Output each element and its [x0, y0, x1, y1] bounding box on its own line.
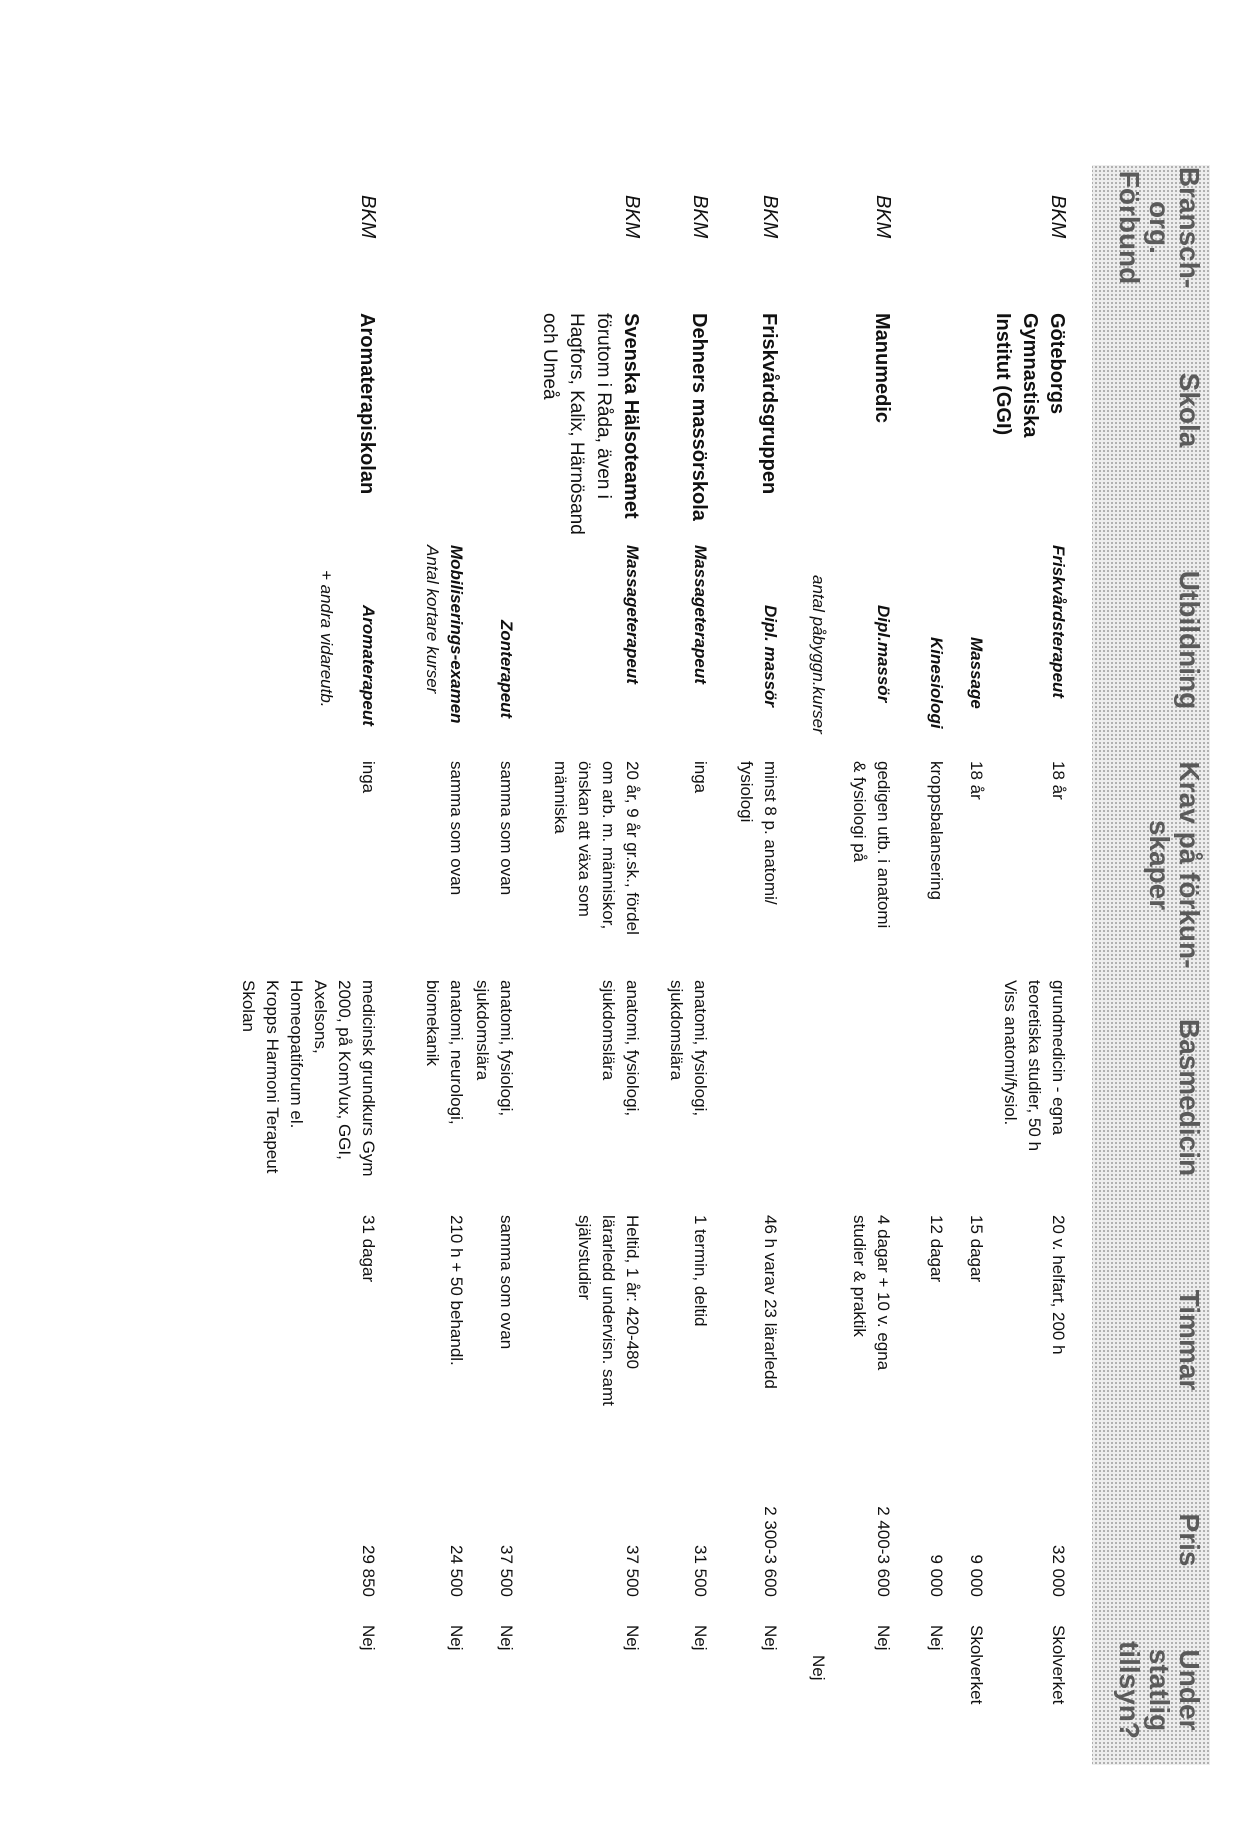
- education-cell: Kinesiologi: [927, 637, 946, 729]
- school-line: Göteborgs Gymnastiska: [1019, 313, 1068, 438]
- education-cell: Dipl. massör: [761, 605, 780, 708]
- hours-cell: 31 dagar: [359, 1215, 378, 1283]
- supervision-cell: Skolverket: [1049, 1625, 1068, 1705]
- basic-medicine-cell: [664, 980, 712, 1210]
- medicine-line: 2000, på KomVux, GGI,: [335, 980, 354, 1160]
- table-header: [1092, 165, 1210, 1765]
- requirements-cell: [734, 761, 782, 981]
- header-supervision-line: Under: [1174, 1649, 1205, 1731]
- basic-medicine-cell: [420, 980, 468, 1210]
- school-extra-line: förutom i Råda, även i: [593, 313, 614, 499]
- requirements-line: minst 8 p. anatomi/: [761, 761, 780, 905]
- price-cell: 2 300-3 600: [761, 1506, 780, 1597]
- hours-cell: [847, 1215, 895, 1455]
- requirements-line: & fysiologi på: [850, 761, 869, 863]
- medicine-line: Viss anatomi/fysiol.: [1001, 980, 1020, 1126]
- org-cell: BKM: [621, 195, 643, 239]
- medicine-line: Kropps Harmoni Terapeut: [263, 980, 282, 1174]
- education-cell: [420, 545, 468, 760]
- education-sub-cell: + andra vidareutb.: [317, 570, 336, 708]
- medicine-line: anatomi, fysiologi,: [497, 980, 516, 1117]
- org-cell: BKM: [872, 195, 894, 239]
- school-cell: Dehners massörskola: [688, 313, 710, 521]
- education-sub-line: Antal kortare kurser: [423, 545, 442, 694]
- school-line: Institut (GGI): [992, 313, 1014, 436]
- hours-cell: 1 termin, deltid: [691, 1215, 710, 1327]
- medicine-line: biomekanik: [423, 980, 442, 1066]
- supervision-cell: Nej: [761, 1625, 780, 1651]
- supervision-cell: Nej: [447, 1625, 466, 1651]
- org-cell: BKM: [689, 195, 711, 239]
- supervision-cell: Skolverket: [967, 1625, 986, 1705]
- medicine-line: sjukdomslära: [599, 980, 618, 1081]
- hours-line: Heltid, 1 år: 420-480: [623, 1215, 642, 1370]
- medicine-line: medicinsk grundkurs Gym: [359, 980, 378, 1177]
- basic-medicine-cell: [470, 980, 518, 1210]
- education-cell: Zonterapeut: [497, 620, 516, 719]
- org-cell: BKM: [1047, 195, 1069, 239]
- education-cell: Massage: [967, 637, 986, 709]
- hours-cell: 20 v. helfart, 200 h: [1049, 1215, 1068, 1355]
- hours-line: 4 dagar + 10 v. egna: [874, 1215, 893, 1371]
- education-cell: Aromaterapeut: [359, 605, 378, 726]
- requirements-cell: [847, 761, 895, 981]
- header-org-line: Förbund: [1114, 170, 1145, 285]
- supervision-cell: Nej: [623, 1625, 642, 1651]
- hours-cell: 12 dagar: [927, 1215, 946, 1283]
- medicine-line: teoretiska studier, 50 h: [1025, 980, 1044, 1152]
- medicine-line: Axelsons,: [311, 980, 330, 1054]
- supervision-cell: Nej: [874, 1625, 893, 1651]
- header-org-line: org.: [1144, 201, 1175, 254]
- price-cell: 9 000: [967, 1554, 986, 1597]
- org-cell: BKM: [357, 195, 379, 239]
- education-line: Mobiliserings-examen: [447, 545, 466, 724]
- requirements-line: om arb. m. människor,: [599, 761, 618, 930]
- header-school: Skola: [1174, 372, 1205, 448]
- rotated-table: [200, 165, 1210, 1765]
- header-supervision-line: tillsyn?: [1114, 1640, 1145, 1739]
- school-cell: [989, 313, 1070, 543]
- medicine-line: sjukdomslära: [667, 980, 686, 1081]
- supervision-cell: Nej: [497, 1625, 516, 1651]
- medicine-line: grundmedicin - egna: [1049, 980, 1068, 1135]
- price-cell: 31 500: [691, 1545, 710, 1597]
- requirements-cell: kroppsbalansering: [927, 761, 946, 900]
- supervision-cell: Nej: [927, 1625, 946, 1651]
- basic-medicine-cell: [236, 980, 380, 1215]
- medicine-line: Homeopatiforum el.: [287, 980, 306, 1129]
- header-education: Utbildning: [1174, 570, 1205, 710]
- supervision-cell: Nej: [691, 1625, 710, 1651]
- hours-line: självstudier: [575, 1215, 594, 1301]
- hours-cell: [572, 1215, 644, 1455]
- medicine-line: anatomi, neurologi,: [447, 980, 466, 1125]
- requirements-cell: inga: [691, 761, 710, 794]
- header-org: [1114, 165, 1204, 290]
- school-extra-line: och Umeå: [539, 313, 560, 400]
- price-cell: 37 500: [623, 1545, 642, 1597]
- price-cell: 32 000: [1049, 1545, 1068, 1597]
- medicine-line: anatomi, fysiologi,: [691, 980, 710, 1117]
- header-supervision-line: statlig: [1144, 1648, 1175, 1732]
- education-cell: Massageterapeut: [623, 545, 642, 684]
- header-basic-medicine: Basmedicin: [1174, 1018, 1205, 1177]
- basic-medicine-cell: [998, 980, 1070, 1210]
- medicine-line: Skolan: [239, 980, 258, 1032]
- header-price: Pris: [1174, 1513, 1205, 1567]
- price-cell: 24 500: [447, 1545, 466, 1597]
- header-requirements: [1144, 750, 1204, 980]
- school-cell: Friskvårdsgruppen: [758, 313, 780, 495]
- education-sub-cell: antal påbyggn.kurser: [809, 575, 828, 734]
- header-hours: Timmar: [1174, 1289, 1205, 1391]
- requirements-line: 20 år, 9 år gr.sk., fördel: [623, 761, 642, 935]
- requirements-line: fysiologi: [737, 761, 756, 823]
- medicine-line: sjukdomslära: [473, 980, 492, 1081]
- requirements-cell: 18 år: [967, 761, 986, 800]
- requirements-line: människa: [551, 761, 570, 834]
- hours-cell: 46 h varav 23 lärarledd: [761, 1215, 780, 1389]
- price-cell: 9 000: [927, 1554, 946, 1597]
- requirements-cell: inga: [359, 761, 378, 794]
- school-cell: [536, 313, 644, 553]
- requirements-cell: samma som ovan: [447, 761, 466, 896]
- education-cell: Friskvårdsterapeut: [1049, 545, 1068, 699]
- school-cell: Aromaterapiskolan: [356, 313, 378, 495]
- basic-medicine-cell: [596, 980, 644, 1210]
- school-line: Svenska Hälsoteamet: [620, 313, 642, 519]
- education-cell: Massageterapeut: [691, 545, 710, 684]
- requirements-line: önskan att växa som: [575, 761, 594, 917]
- requirements-cell: samma som ovan: [497, 761, 516, 896]
- supervision-cell: Nej: [809, 1655, 828, 1681]
- header-supervision: [1114, 1615, 1204, 1765]
- requirements-line: gedigen utb. i anatomi: [874, 761, 893, 929]
- school-extra-line: Hagfors, Kalix, Härnösand: [566, 313, 587, 535]
- hours-line: studier & praktik: [850, 1215, 869, 1337]
- price-cell: 2 400-3 600: [874, 1506, 893, 1597]
- supervision-cell: Nej: [359, 1625, 378, 1651]
- header-requirements-line: skaper: [1144, 819, 1175, 911]
- requirements-cell: [548, 761, 644, 981]
- requirements-cell: 18 år: [1049, 761, 1068, 800]
- hours-line: lärarledd undervisn. samt: [599, 1215, 618, 1406]
- price-cell: 29 850: [359, 1545, 378, 1597]
- price-cell: 37 500: [497, 1545, 516, 1597]
- header-requirements-line: Krav på förkun-: [1174, 761, 1205, 969]
- hours-cell: 15 dagar: [967, 1215, 986, 1283]
- header-org-line: Bransch-: [1174, 166, 1205, 289]
- org-cell: BKM: [759, 195, 781, 239]
- medicine-line: anatomi, fysiologi,: [623, 980, 642, 1117]
- hours-cell: samma som ovan: [497, 1215, 516, 1350]
- hours-cell: 210 h + 50 behandl.: [447, 1215, 466, 1366]
- education-cell: Dipl.massör: [874, 605, 893, 703]
- school-cell: Manumedic: [871, 313, 893, 424]
